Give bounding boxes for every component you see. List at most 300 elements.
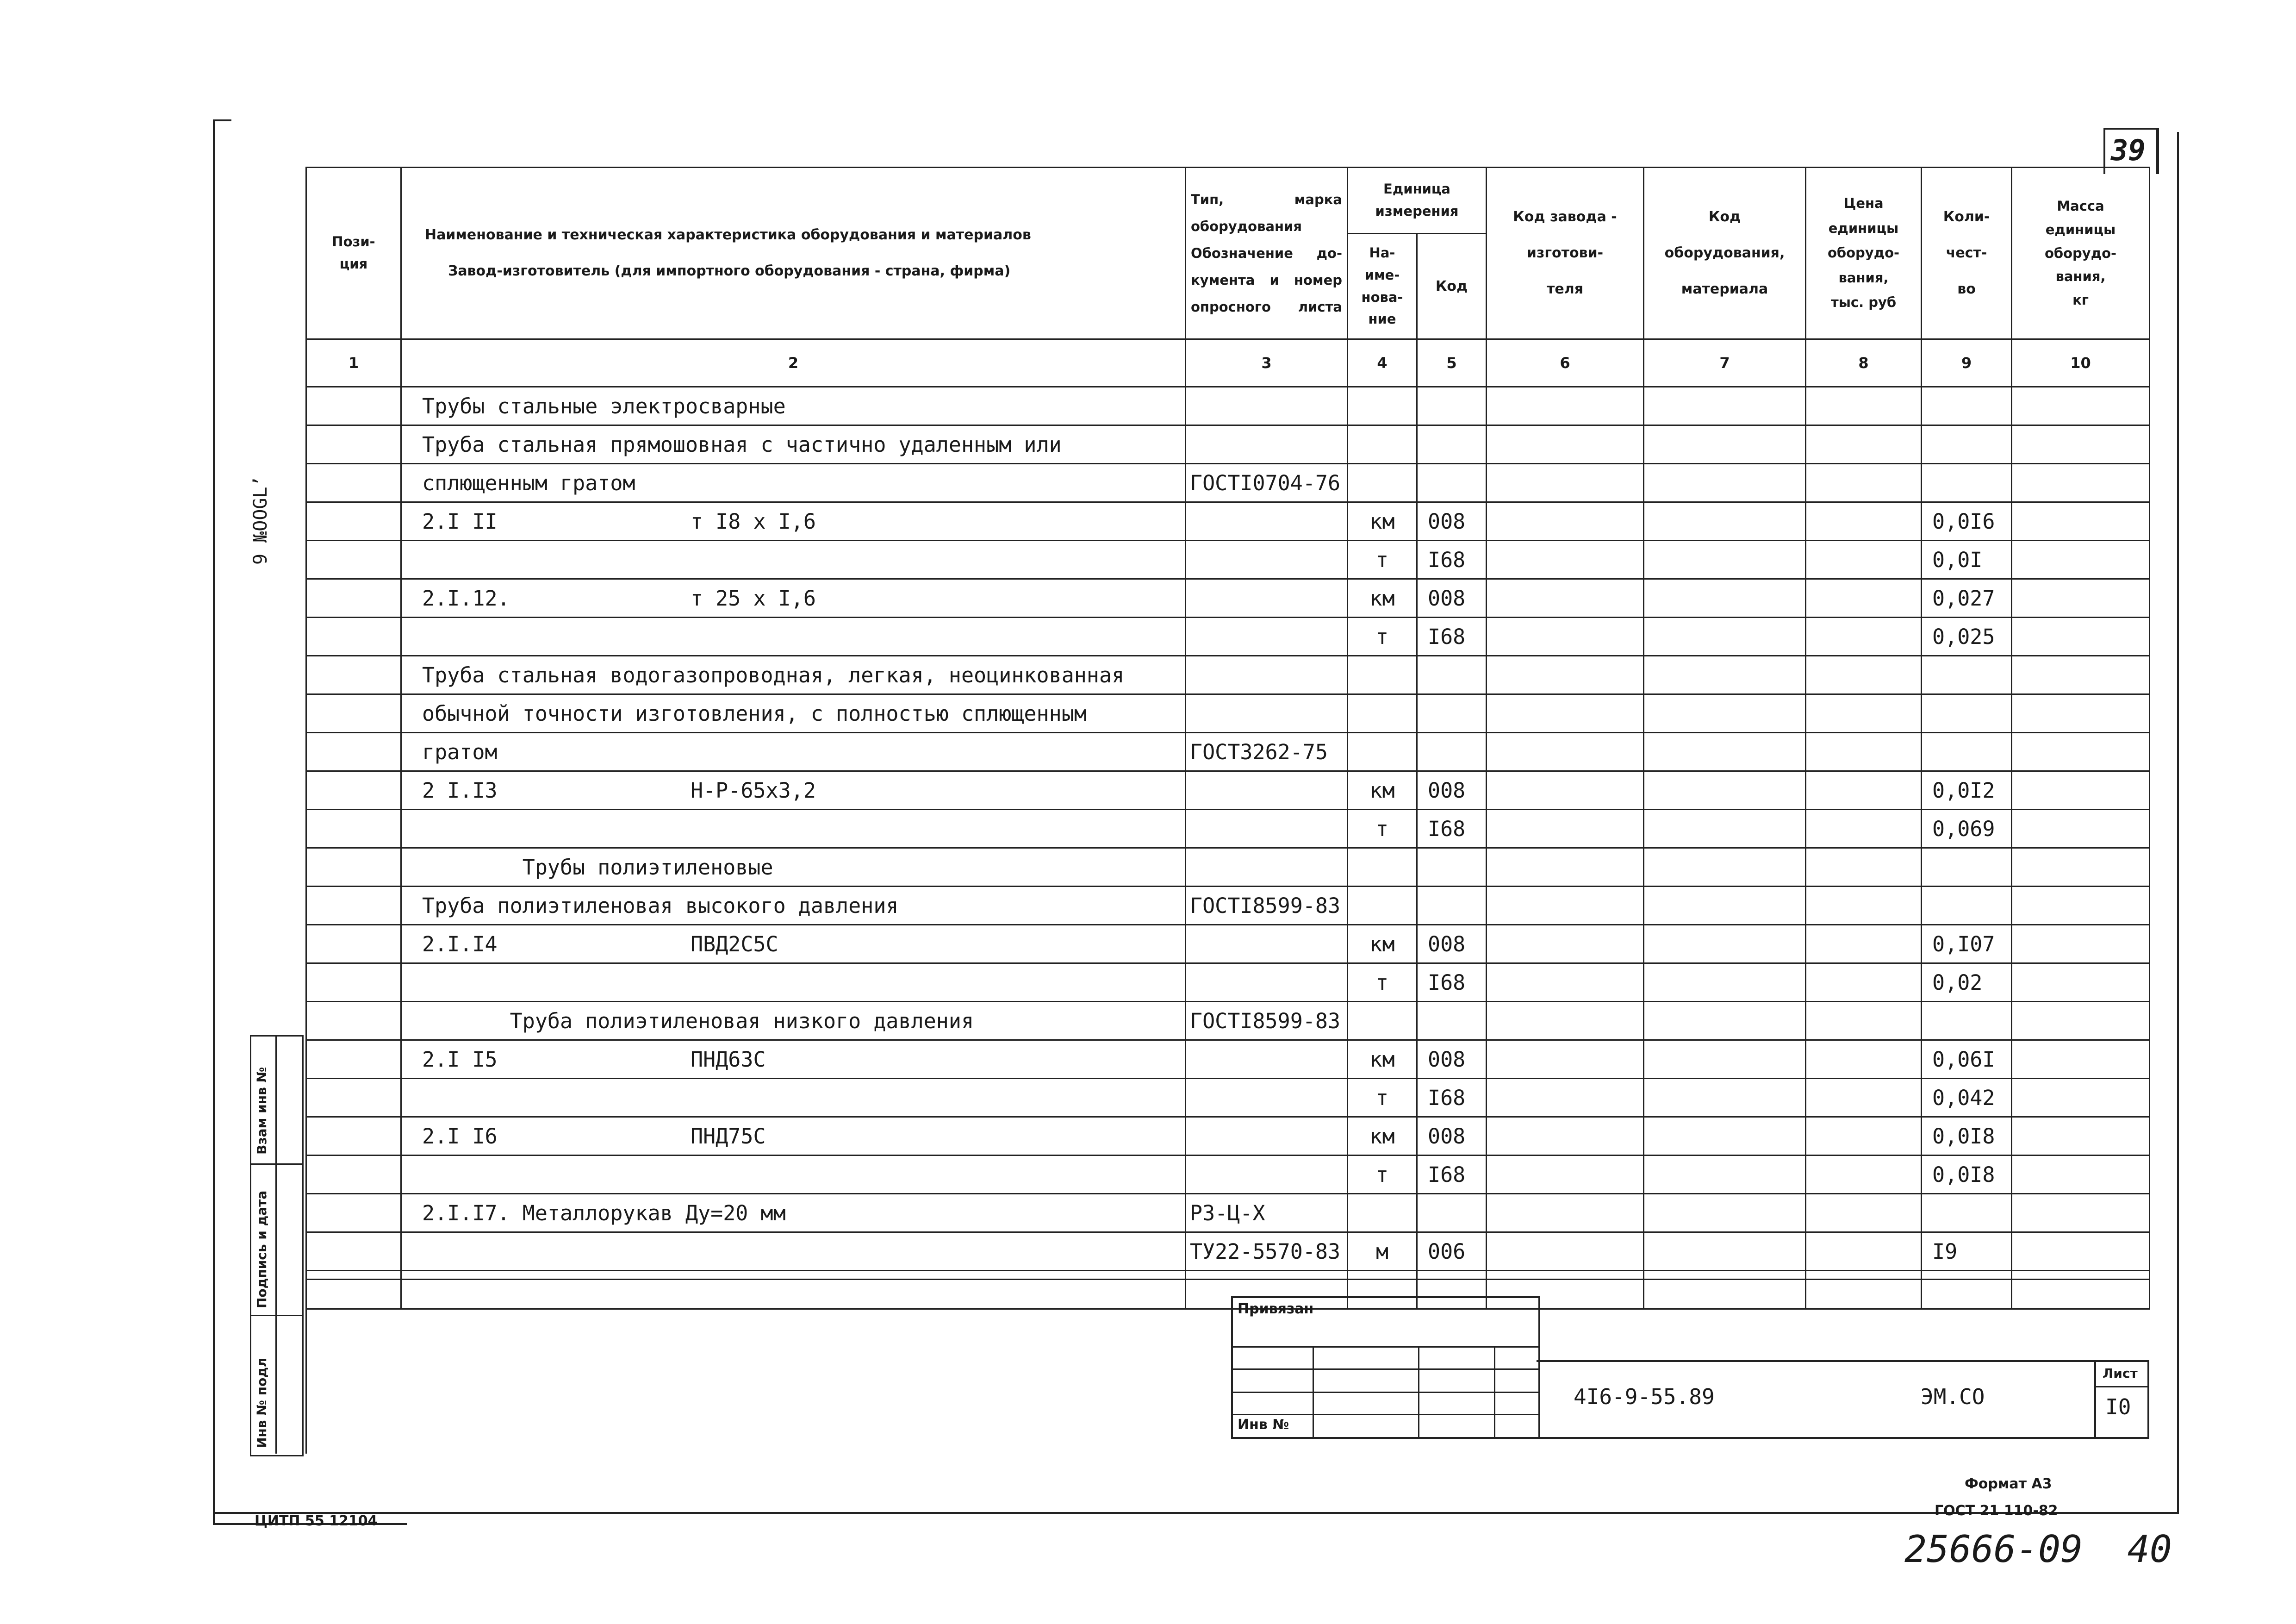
left-stamp-podpis-text: Подпись и дата [254,1190,269,1308]
table-row [306,618,2150,656]
name-cell [401,1271,1186,1309]
mass-cell [2012,963,2150,1002]
privyazan-row-line-1 [1233,1346,1538,1348]
quantity-cell: 0,042 [1922,1079,2012,1117]
factory-code-cell [1487,1194,1644,1232]
doc-cell [1186,925,1348,963]
unit-name-cell [1348,656,1417,694]
position-cell [306,887,401,925]
header-price-text: Цена единицы оборудо- вания, тыс. руб [1827,195,1900,311]
left-stamp-divider [275,1035,277,1454]
print-code: ЦИТП 55 12104 [255,1513,378,1529]
quantity-cell: 0,I07 [1922,925,2012,963]
factory-code-cell [1487,771,1644,810]
doc-cell [1186,656,1348,694]
name-cell-wrap [422,1271,1185,1308]
position-cell [306,810,401,848]
left-stamp-vzam-text: Взам инв № [254,1067,269,1155]
doc-cell [1186,618,1348,656]
name-cell-wrap [422,849,1185,886]
name-cell [401,771,1186,810]
doc-cell [1186,1117,1348,1156]
name-cell [401,425,1186,464]
doc-cell [1186,502,1348,541]
equipment-code-cell [1644,579,1806,618]
factory-code-cell [1487,1117,1644,1156]
price-cell [1806,1040,1922,1079]
factory-code-cell [1487,694,1644,733]
list-box-divider [2096,1386,2149,1387]
position-cell [306,579,401,618]
privyazan-row-line-2 [1233,1368,1538,1370]
list-number: I0 [2105,1394,2131,1419]
list-box [2094,1362,2149,1437]
unit-code-cell: 008 [1417,1040,1487,1079]
equipment-code-cell [1644,810,1806,848]
position-cell [306,387,401,425]
quantity-cell: 0,0I [1922,541,2012,579]
item-name: 2.I.12. [422,586,510,611]
table-row [306,963,2150,1002]
header-unit-name [1348,234,1417,339]
privyazan-col-line-1 [1313,1346,1314,1437]
item-name: Труба стальная водогазопроводная, легкая, неоцинкованная [422,662,1125,687]
item-mark: т 25 x I,6 [691,586,816,611]
inv-no-label: Инв № [1238,1417,1289,1433]
unit-code-cell [1417,464,1487,502]
unit-code-cell [1417,387,1487,425]
name-cell-wrap [422,1233,1185,1270]
unit-code-cell [1417,733,1487,771]
position-cell [306,1232,401,1271]
price-cell [1806,425,1922,464]
name-cell [401,579,1186,618]
privyazan-block [1231,1296,1540,1439]
position-cell [306,1040,401,1079]
unit-name-cell [1348,1002,1417,1040]
factory-code-cell [1487,1040,1644,1079]
price-cell [1806,1232,1922,1271]
name-cell [401,1079,1186,1117]
mass-cell [2012,1271,2150,1309]
position-cell [306,963,401,1002]
unit-code-cell [1417,425,1487,464]
name-cell-wrap [422,580,1185,617]
name-cell [401,656,1186,694]
header-position [306,168,401,339]
name-cell [401,810,1186,848]
header-name-line1: Наименование и техническая характеристика оборудования и материалов [425,227,1031,243]
equipment-code-cell [1644,771,1806,810]
unit-name-cell: т [1348,810,1417,848]
doc-cell [1186,1156,1348,1194]
unit-code-cell [1417,694,1487,733]
privyazan-label: Привязан [1238,1301,1314,1317]
equipment-code-cell [1644,733,1806,771]
unit-name-cell: м [1348,1232,1417,1271]
table-row [306,656,2150,694]
name-cell-wrap [422,1041,1185,1078]
price-cell [1806,963,1922,1002]
header-name [401,168,1186,339]
column-number-7: 7 [1644,339,1806,387]
equipment-code-cell [1644,1002,1806,1040]
position-cell [306,502,401,541]
unit-name-cell: км [1348,579,1417,618]
quantity-cell [1922,656,2012,694]
factory-code-cell [1487,541,1644,579]
header-quantity-text: Коли- чест- во [1943,209,1990,297]
table-row [306,1271,2150,1309]
title-block [1537,1360,2149,1439]
item-mark: Н-Р-65x3,2 [691,778,816,803]
equipment-code-cell [1644,618,1806,656]
price-cell [1806,1271,1922,1309]
name-cell [401,887,1186,925]
header-unit [1348,168,1487,234]
position-cell [306,1271,401,1309]
table-row [306,1117,2150,1156]
mass-cell [2012,733,2150,771]
equipment-code-cell [1644,887,1806,925]
column-number-2: 2 [401,339,1186,387]
mass-cell [2012,1156,2150,1194]
equipment-code-cell [1644,694,1806,733]
name-cell [401,1002,1186,1040]
price-cell [1806,925,1922,963]
unit-name-cell: км [1348,502,1417,541]
unit-name-cell [1348,694,1417,733]
equipment-code-cell [1644,1232,1806,1271]
quantity-cell: 0,027 [1922,579,2012,618]
equipment-code-cell [1644,848,1806,887]
name-cell-wrap [422,464,1185,501]
mass-cell [2012,1079,2150,1117]
quantity-cell: 0,0I8 [1922,1156,2012,1194]
unit-code-cell: I68 [1417,1156,1487,1194]
unit-code-cell: 008 [1417,925,1487,963]
unit-code-cell: I68 [1417,963,1487,1002]
factory-code-cell [1487,387,1644,425]
header-name-line2: Завод-изготовитель (для импортного оборудования - страна, фирма) [448,263,1011,279]
mass-cell [2012,771,2150,810]
quantity-cell [1922,1002,2012,1040]
equipment-code-cell [1644,464,1806,502]
item-mark: т I8 x I,6 [691,509,816,534]
mass-cell [2012,1002,2150,1040]
unit-code-cell [1417,848,1487,887]
doc-cell [1186,963,1348,1002]
unit-name-cell: т [1348,963,1417,1002]
name-cell-wrap [422,618,1185,655]
privyazan-row-line-3 [1233,1392,1538,1393]
unit-name-cell [1348,425,1417,464]
position-cell [306,1002,401,1040]
mass-cell [2012,1117,2150,1156]
header-mass [2012,168,2150,339]
mass-cell [2012,887,2150,925]
table-row [306,1002,2150,1040]
position-cell [306,541,401,579]
column-number-row [306,339,2150,387]
equipment-code-cell [1644,1156,1806,1194]
position-cell [306,656,401,694]
quantity-cell: 0,06I [1922,1040,2012,1079]
price-cell [1806,1002,1922,1040]
position-cell [306,464,401,502]
name-cell-wrap [422,1118,1185,1155]
name-cell [401,694,1186,733]
quantity-cell [1922,425,2012,464]
equipment-code-cell [1644,656,1806,694]
item-name: 2.I I5 [422,1047,498,1072]
price-cell [1806,810,1922,848]
quantity-cell: 0,069 [1922,810,2012,848]
unit-name-cell [1348,848,1417,887]
header-price [1806,168,1922,339]
table-row [306,1040,2150,1079]
position-cell [306,925,401,963]
factory-code-cell [1487,887,1644,925]
factory-code-cell [1487,618,1644,656]
left-stamp-inv-podl [250,1315,304,1456]
equipment-code-cell [1644,925,1806,963]
unit-name-cell: т [1348,1156,1417,1194]
table-row [306,579,2150,618]
price-cell [1806,1156,1922,1194]
format-label: Формат А3 [1965,1476,2052,1492]
unit-code-cell: 008 [1417,502,1487,541]
factory-code-cell [1487,464,1644,502]
item-name: 2.I.I4 [422,931,498,956]
mass-cell [2012,464,2150,502]
name-cell [401,1117,1186,1156]
quantity-cell [1922,387,2012,425]
equipment-code-cell [1644,502,1806,541]
equipment-code-cell [1644,1194,1806,1232]
name-cell [401,1232,1186,1271]
name-cell-wrap [422,772,1185,809]
quantity-cell: 0,025 [1922,618,2012,656]
factory-code-cell [1487,848,1644,887]
table-row [306,925,2150,963]
unit-code-cell [1417,1194,1487,1232]
price-cell [1806,656,1922,694]
name-cell-wrap [422,541,1185,578]
quantity-cell [1922,1271,2012,1309]
item-name: Трубы полиэтиленовые [422,855,773,880]
table-row [306,541,2150,579]
frame-bottom-border [213,1512,2179,1514]
mass-cell [2012,1232,2150,1271]
frame-top-left-stub [213,119,231,121]
unit-name-cell: км [1348,1040,1417,1079]
quantity-cell [1922,848,2012,887]
frame-right-border [2177,132,2179,1514]
equipment-code-cell [1644,1117,1806,1156]
privyazan-col-line-3 [1494,1346,1495,1437]
price-cell [1806,694,1922,733]
column-number-9: 9 [1922,339,2012,387]
item-name: сплющенным гратом [422,470,635,495]
handwritten-number: 25666-09 40 [1904,1528,2172,1571]
table-row [306,733,2150,771]
item-name: Труба полиэтиленовая высокого давления [422,893,899,918]
price-cell [1806,387,1922,425]
table-row [306,502,2150,541]
mass-cell [2012,425,2150,464]
name-cell [401,1194,1186,1232]
equipment-code-cell [1644,1040,1806,1079]
privyazan-col-line-2 [1418,1346,1419,1437]
designation: 4I6-9-55.89 [1574,1384,1715,1409]
name-cell [401,387,1186,425]
factory-code-cell [1487,1002,1644,1040]
column-number-10: 10 [2012,339,2150,387]
quantity-cell: I9 [1922,1232,2012,1271]
header-type [1186,168,1348,339]
name-cell-wrap [422,1156,1185,1193]
table-row [306,771,2150,810]
table-bottom-line [305,1279,2149,1280]
header-factory-code-text: Код завода - изготови- теля [1513,209,1617,297]
unit-name-cell: км [1348,1117,1417,1156]
unit-name-cell: т [1348,541,1417,579]
price-cell [1806,618,1922,656]
unit-code-cell: 008 [1417,771,1487,810]
position-cell [306,618,401,656]
factory-code-cell [1487,810,1644,848]
name-cell-wrap [422,426,1185,463]
table-row [306,887,2150,925]
name-cell-wrap [422,733,1185,770]
factory-code-cell [1487,1156,1644,1194]
name-cell-wrap [422,1079,1185,1116]
doc-cell: ТУ22-5570-83 [1186,1232,1348,1271]
unit-code-cell: I68 [1417,541,1487,579]
name-cell-wrap [422,387,1185,425]
name-cell [401,1040,1186,1079]
unit-name-cell [1348,464,1417,502]
position-cell [306,733,401,771]
header-position-text: Пози- ция [332,234,375,272]
name-cell-wrap [422,925,1185,962]
name-cell-wrap [422,810,1185,847]
left-stamp-podpis [250,1163,304,1319]
item-mark: ПНД75С [691,1124,766,1149]
name-cell-wrap [422,503,1185,540]
factory-code-cell [1487,1079,1644,1117]
unit-name-cell [1348,387,1417,425]
unit-name-cell: км [1348,771,1417,810]
doc-cell [1186,425,1348,464]
price-cell [1806,1079,1922,1117]
table-row [306,810,2150,848]
quantity-cell [1922,887,2012,925]
position-cell [306,1194,401,1232]
gost-label: ГОСТ 21 110-82 [1935,1503,2058,1519]
table-row [306,694,2150,733]
equipment-code-cell [1644,425,1806,464]
mass-cell [2012,810,2150,848]
doc-cell [1186,579,1348,618]
item-name: Трубы стальные электросварные [422,394,786,418]
item-name: 2.I I6 [422,1124,498,1149]
price-cell [1806,887,1922,925]
name-cell-wrap [422,695,1185,732]
doc-cell: ГОСТI8599-83 [1186,1002,1348,1040]
factory-code-cell [1487,425,1644,464]
doc-cell: ГОСТI0704-76 [1186,464,1348,502]
unit-name-cell: т [1348,618,1417,656]
left-margin-code: 9 №OOGL’ [250,475,271,565]
mass-cell [2012,541,2150,579]
column-number-4: 4 [1348,339,1417,387]
name-cell-wrap [422,964,1185,1001]
equipment-code-cell [1644,541,1806,579]
item-name: 2.I.I7. Металлорукав Ду=20 мм [422,1200,786,1225]
name-cell [401,963,1186,1002]
quantity-cell: 0,02 [1922,963,2012,1002]
quantity-cell [1922,733,2012,771]
doc-cell [1186,771,1348,810]
position-cell [306,425,401,464]
doc-cell [1186,848,1348,887]
top-sheet-number: 39 [2111,133,2146,167]
mass-cell [2012,387,2150,425]
table-row [306,1194,2150,1232]
position-cell [306,771,401,810]
equipment-code-cell [1644,1079,1806,1117]
item-mark: ПВД2С5С [691,931,778,956]
frame-left-border [213,119,215,1523]
item-name: Труба стальная прямошовная с частично удаленным или [422,432,1062,457]
factory-code-cell [1487,733,1644,771]
item-name: гратом [422,739,498,764]
unit-name-cell [1348,1194,1417,1232]
price-cell [1806,464,1922,502]
name-cell-wrap [422,1002,1185,1039]
column-number-5: 5 [1417,339,1487,387]
stamp-area-left-line [305,1279,307,1454]
header-unit-text: Единица измерения [1375,181,1459,219]
name-cell [401,1156,1186,1194]
header-mass-text: Масса единицы оборудо- вания, кг [2044,198,2117,308]
unit-code-cell [1417,1002,1487,1040]
doc-cell [1186,810,1348,848]
item-mark: ПНД63С [691,1047,766,1072]
name-cell-wrap [422,1194,1185,1231]
price-cell [1806,541,1922,579]
price-cell [1806,733,1922,771]
name-cell [401,541,1186,579]
privyazan-row-line-4 [1233,1414,1538,1415]
doc-cell [1186,1079,1348,1117]
column-number-8: 8 [1806,339,1922,387]
quantity-cell: 0,0I2 [1922,771,2012,810]
price-cell [1806,848,1922,887]
column-number-1: 1 [306,339,401,387]
factory-code-cell [1487,1232,1644,1271]
mass-cell [2012,502,2150,541]
unit-code-cell: I68 [1417,618,1487,656]
price-cell [1806,502,1922,541]
position-cell [306,848,401,887]
table-row [306,848,2150,887]
unit-code-cell: 006 [1417,1232,1487,1271]
table-row [306,1232,2150,1271]
equipment-code-cell [1644,387,1806,425]
